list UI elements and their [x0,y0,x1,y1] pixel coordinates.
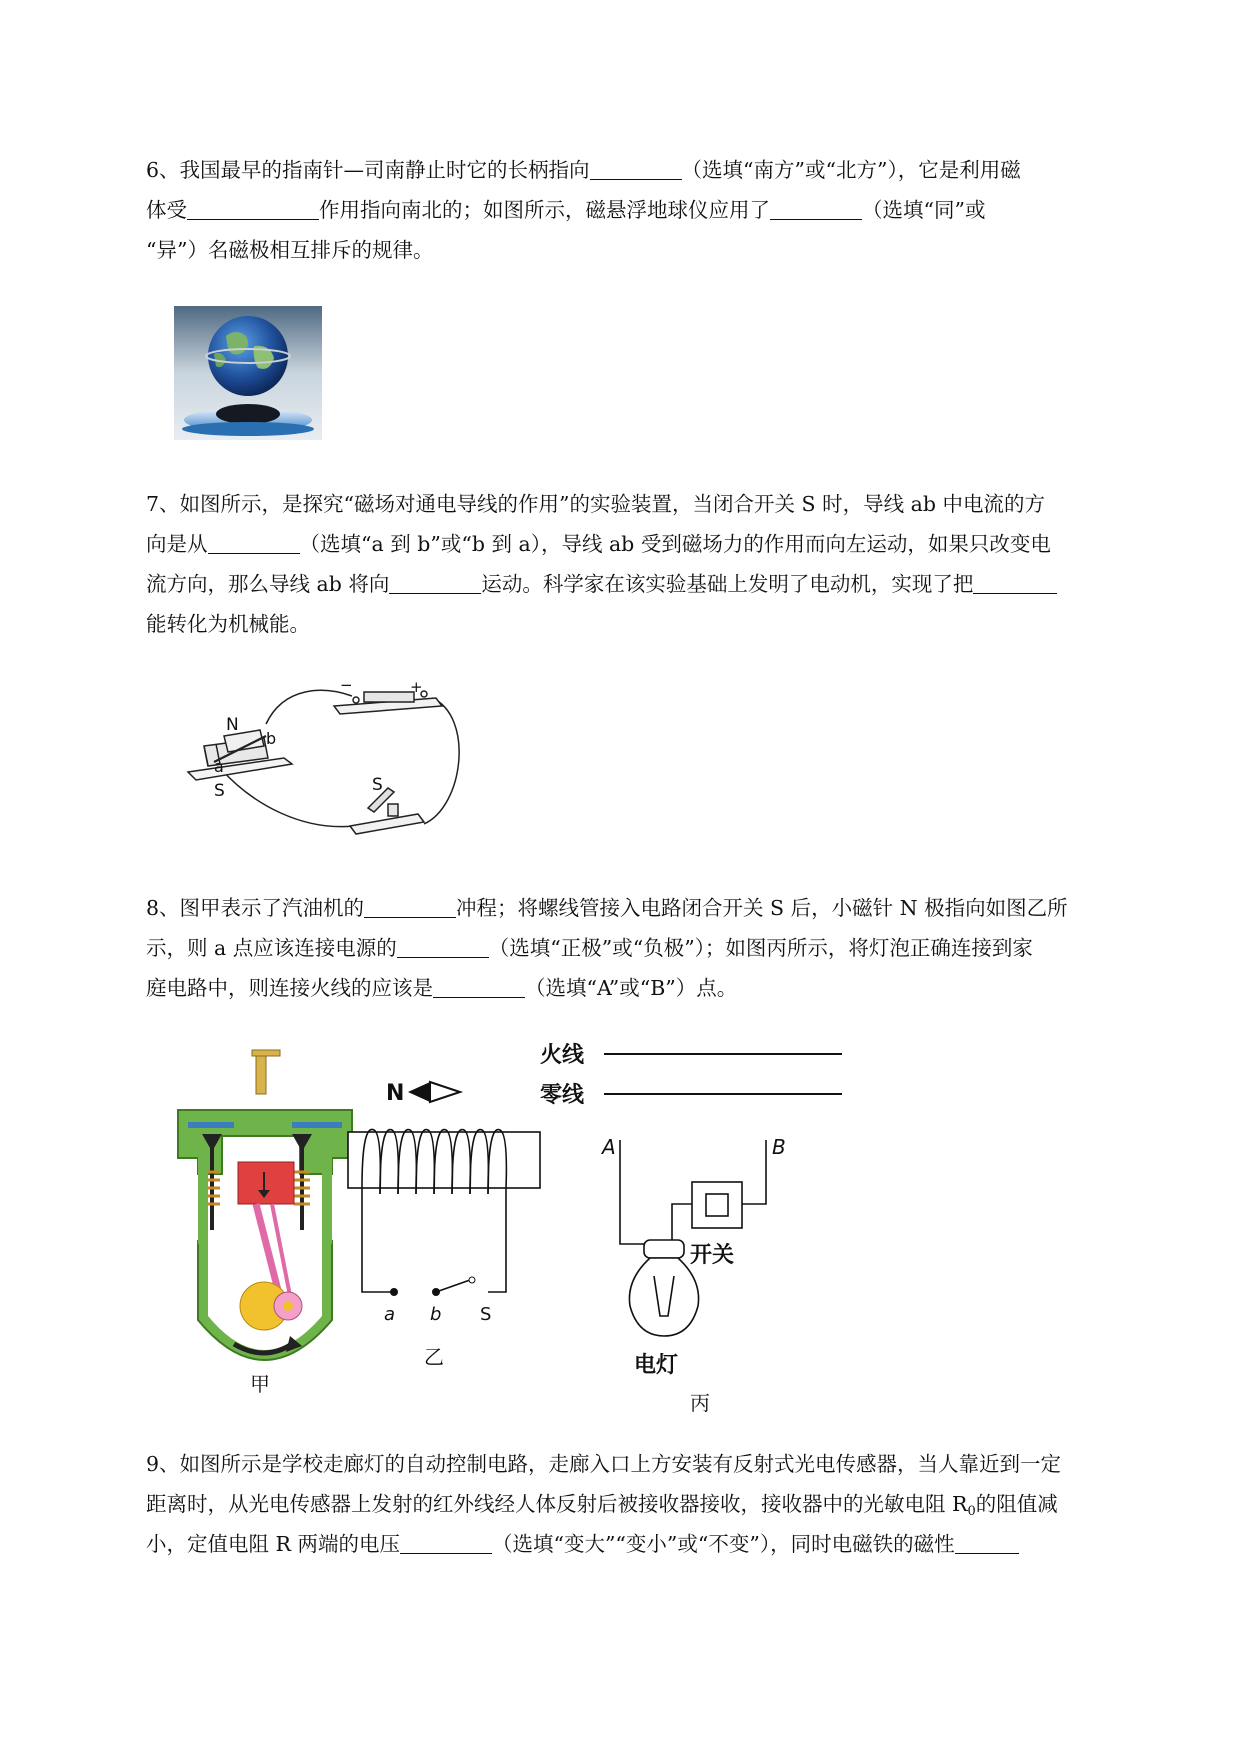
question-6 [146,150,1151,270]
household-circuit-figure [540,1036,860,1416]
q7-text: 7、如图所示，是探究“磁场对通电导线的作用”的实验装置，当闭合开关 S 时，导线 ab 中电流的方 [146,492,1045,516]
answer-blank[interactable] [770,193,862,220]
q7-text: 运动。科学家在该实验基础上发明了电动机，实现了把 [481,572,974,596]
solenoid-figure [340,1070,550,1370]
answer-blank[interactable] [433,971,525,998]
q6-text: 6、我国最早的指南针—司南静止时它的长柄指向 [146,158,590,182]
answer-blank[interactable] [397,931,489,958]
question-8 [146,888,1151,1008]
answer-blank[interactable] [389,567,481,594]
needle-n-label: N [386,1081,405,1106]
answer-blank[interactable] [208,527,300,554]
caption-jia [250,1368,270,1397]
answer-blank[interactable] [955,1527,1019,1554]
q6-text: （选填“同”或 [862,198,986,222]
q8-text: 示，则 a 点应该连接电源的 [146,936,397,960]
point-b-label: B [772,1135,786,1159]
caption-yi: 乙 [424,1345,444,1369]
question-9 [146,1444,1151,1564]
live-wire-label: 火线 [540,1043,585,1068]
answer-blank[interactable] [400,1527,492,1554]
label-a: a [214,757,224,776]
switch-label: 开关 [690,1243,735,1268]
q7-text: 流方向，那么导线 ab 将向 [146,572,390,596]
neutral-wire-label: 零线 [540,1083,585,1108]
q7-text: 能转化为机械能。 [146,612,310,636]
q6-text: 体受 [146,198,187,222]
answer-blank[interactable] [364,891,456,918]
question-7 [146,484,1151,644]
q7-text: （选填“a 到 b”或“b 到 a），导线 ab 受到磁场力的作用而向左运动，如果只改变电 [299,532,1051,556]
lamp-label: 电灯 [634,1353,679,1378]
label-s: S [480,1304,492,1325]
compass-needle-icon [408,1082,430,1102]
maglev-globe-photo [174,306,322,440]
q9-text: （选填“变大”“变小”或“不变”），同时电磁铁的磁性 [491,1532,955,1556]
q9-text: 小，定值电阻 R 两端的电压 [146,1532,400,1556]
label-s-magnet: S [214,781,225,801]
q6-text: “异”）名磁极相互排斥的规律。 [146,238,434,262]
caption-bing: 丙 [690,1391,710,1415]
q6-text: 作用指向南北的；如图所示，磁悬浮地球仪应用了 [319,198,770,222]
q7-text: 向是从 [146,532,208,556]
q8-text: 8、图甲表示了汽油机的 [146,896,365,920]
q8-text: 冲程；将螺线管接入电路闭合开关 S 后，小磁针 N 极指向如图乙所 [456,896,1068,920]
label-b: b [430,1304,442,1325]
q8-text: 庭电路中，则连接火线的应该是 [146,976,433,1000]
q9-text: 的阻值减 [975,1492,1058,1516]
label-n: N [226,715,239,735]
answer-blank[interactable] [973,567,1057,594]
q8-text: （选填“正极”或“负极”）；如图丙所示，将灯泡正确连接到家 [488,936,1033,960]
answer-blank[interactable] [590,153,682,180]
label-b: b [266,729,277,748]
subscript: 0 [967,1504,976,1519]
q6-text: （选填“南方”或“北方”），它是利用磁 [681,158,1021,182]
q9-text: 9、如图所示是学校走廊灯的自动控制电路，走廊入口上方安装有反射式光电传感器，当人靠近到一定 [146,1452,1062,1476]
motor-experiment-figure [174,676,466,848]
label-a: a [384,1304,396,1325]
answer-blank[interactable] [187,193,319,220]
point-a-label: A [602,1135,616,1159]
label-s-switch: S [372,775,383,795]
q9-text: 距离时，从光电传感器上发射的红外线经人体反射后被接收器接收，接收器中的光敏电阻 R [146,1492,968,1516]
q8-text: （选填“A”或“B”）点。 [525,976,738,1000]
label-plus: + [410,678,423,696]
engine-figure [172,1044,358,1404]
label-minus: − [340,676,353,694]
caption-jia-text: 甲 [250,1372,270,1396]
